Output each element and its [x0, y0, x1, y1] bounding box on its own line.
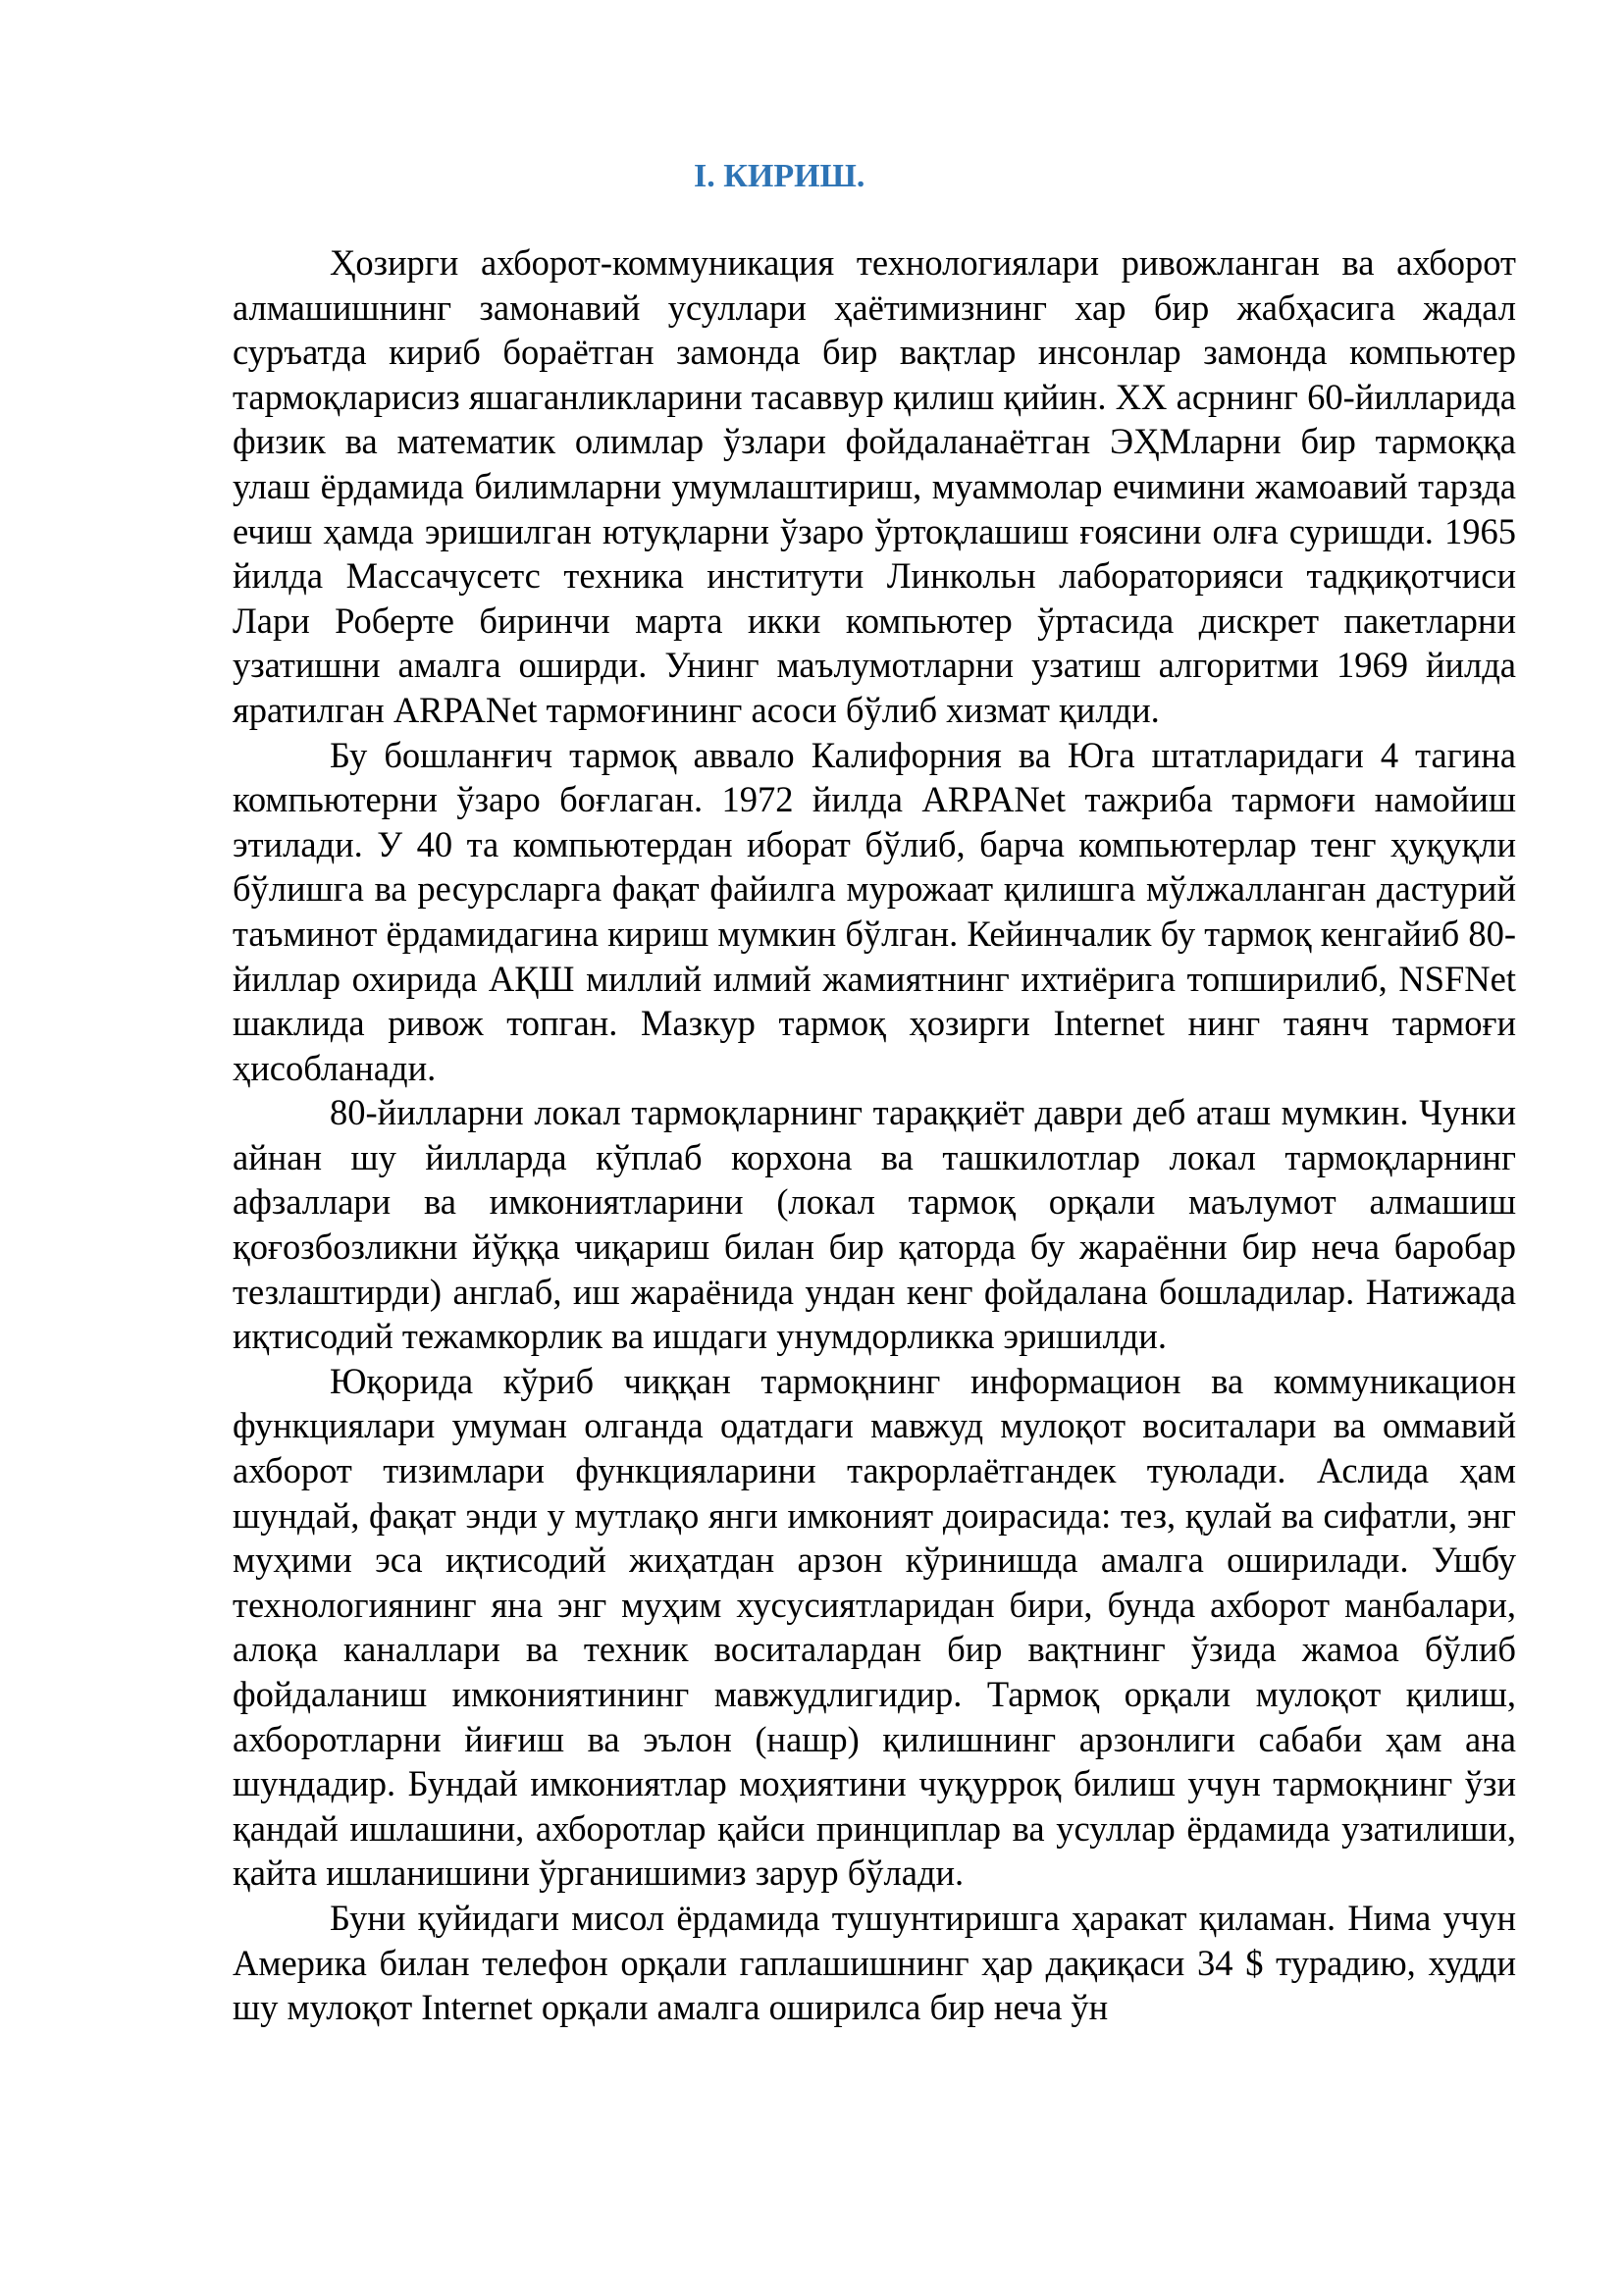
paragraph-1: Ҳозирги ахборот-коммуникация технологиялари ривожланган ва ахборот алмашишнинг замонавий усуллари ҳаётимизнинг хар бир жабҳасига жадал суръатда кириб бораётган замонда бир вақтлар инсонлар замонда компьютер тармоқларисиз яшаганликларини тасаввур қилиш қийин. XX асрнинг 60-йилларида физик ва математик олимлар ўзлари фойдаланаётган ЭҲМларни бир тармоққа улаш ёрдамида билимларни умумлаштириш, муаммолар ечимини жамоавий тарзда ечиш ҳамда эришилган ютуқларни ўзаро ўртоқлашиш ғоясини олға суришди. 1965 йилда Массачусетс техника институти Линкольн лабораторияси тадқиқотчиси Лари Роберте биринчи марта икки компьютер ўртасида дискрет пакетларни узатишни амалга оширди. Унинг маълумотларни узатиш алгоритми 1969 йилда яратилган ARPANet тармоғининг асоси бўлиб хизмат қилди. — [233, 242, 1516, 730]
paragraph-2: Бу бошланғич тармоқ аввало Калифорния ва Юга штатларидаги 4 тагина компьютерни ўзаро боғлаган. 1972 йилда ARPANet тажриба тармоғи намойиш этилади. У 40 та компьютердан иборат бўлиб, барча компьютерлар тенг ҳуқуқли бўлишга ва ресурсларга фақат файилга мурожаат қилишга мўлжалланган дастурий таъминот ёрдамидагина кириш мумкин бўлган. Кейинчалик бу тармоқ кенгайиб 80-йиллар охирида АҚШ миллий илмий жамиятнинг ихтиёрига топширилиб, NSFNet шаклида ривож топган. Мазкур тармоқ ҳозирги Internet нинг таянч тармоғи ҳисобланади. — [233, 734, 1516, 1088]
document-body — [233, 240, 1516, 2030]
paragraph-3: 80-йилларни локал тармоқларнинг тараққиёт даври деб аташ мумкин. Чунки айнан шу йилларда кўплаб корхона ва ташкилотлар локал тармоқларнинг афзаллари ва имкониятларини (локал тармоқ орқали маълумот алмашиш қоғозбозликни йўққа чиқариш билан бир қаторда бу жараённи бир неча баробар тезлаштирди) англаб, иш жараёнида ундан кенг фойдалана бошладилар. Натижада иқтисодий тежамкорлик ва ишдаги унумдорликка эришилди. — [233, 1092, 1516, 1357]
paragraph-5: Буни қуйидаги мисол ёрдамида тушунтиришга ҳаракат қиламан. Нима учун Америка билан телефон орқали гаплашишнинг ҳар дақиқаси 34 $ турадию, худди шу мулоқот Internet орқали амалга оширилса бир неча ўн — [233, 1897, 1516, 2028]
section-heading: I. КИРИШ. — [694, 158, 865, 194]
paragraph-4: Юқорида кўриб чиққан тармоқнинг информацион ва коммуникацион функциялари умуман олганда одатдаги мавжуд мулоқот воситалари ва оммавий ахборот тизимлари функцияларини такрорлаётгандек туюлади. Аслида ҳам шундай, фақат энди у мутлақо янги имконият доирасида: тез, қулай ва сифатли, энг муҳими эса иқтисодий жиҳатдан арзон кўринишда амалга оширилади. Ушбу технологиянинг яна энг муҳим хусусиятларидан бири, бунда ахборот манбалари, алоқа каналлари ва техник воситалардан бир вақтнинг ўзида жамоа бўлиб фойдаланиш имкониятининг мавжудлигидир. Тармоқ орқали мулоқот қилиш, ахборотларни йиғиш ва эълон (нашр) қилишнинг арзонлиги сабаби ҳам ана шундадир. Бундай имкониятлар моҳиятини чуқуррoқ билиш учун тармоқнинг ўзи қандай ишлашини, ахборотлар қайси принциплар ва усуллар ёрдамида узатилиши, қайта ишланишини ўрганишимиз зарур бўлади. — [233, 1360, 1516, 1894]
